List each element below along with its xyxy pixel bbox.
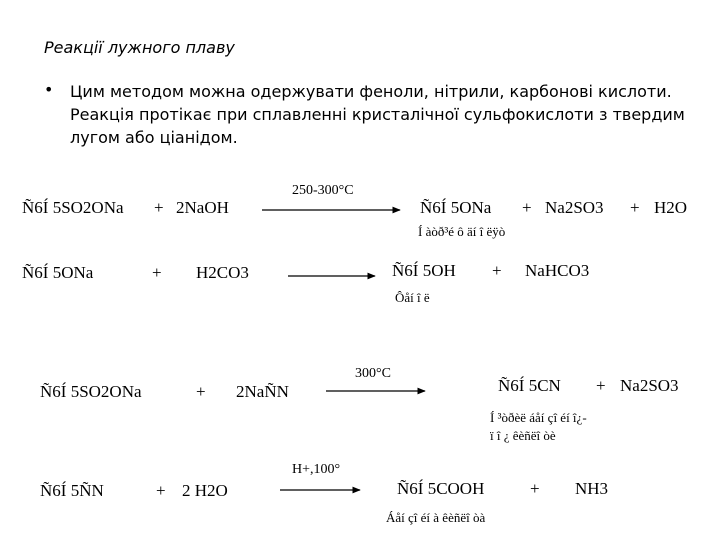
reaction-1-product-2: Na2SO3: [545, 198, 604, 217]
reaction-3-plus-1: +: [196, 382, 206, 401]
reaction-3-reactant-2: 2NaÑN: [236, 382, 289, 401]
reaction-2-product-2: NaHCO3: [525, 261, 590, 280]
reaction-3-plus-2: +: [596, 376, 606, 395]
reaction-4-product-2: NH3: [575, 479, 609, 498]
reaction-4-condition: H+,100°: [292, 462, 341, 477]
reaction-3-product-1: Ñ6Í 5CN: [498, 376, 561, 395]
slide-title: Реакції лужного плаву: [44, 38, 235, 57]
reaction-3-product-name-line-2: ï î ¿ êèñëî òè: [490, 428, 556, 443]
reaction-2-reactant-1: Ñ6Í 5ONa: [22, 263, 94, 282]
reaction-4-reactant-1: Ñ6Í 5ÑN: [40, 481, 104, 500]
reaction-1-product-name: Í àòð³é ô äí î ëÿò: [418, 224, 506, 239]
reaction-1-reactant-2: 2NaOH: [176, 198, 229, 217]
description-paragraph: Цим методом можна одержувати феноли, нітрили, карбонові кислоти. Реакція протікає при сплавленні кристалічної сульфокислоти з твердим лугом або ціанідом.: [70, 82, 685, 147]
reaction-4-plus-1: +: [156, 481, 166, 500]
reaction-1-condition: 250-300°C: [292, 183, 354, 198]
reaction-4-reactant-2: 2 H2O: [182, 481, 228, 500]
reaction-3-condition: 300°C: [355, 366, 391, 381]
reaction-2-reactant-2: H2CO3: [196, 263, 249, 282]
reaction-3-reactant-1: Ñ6Í 5SO2ONa: [40, 382, 142, 401]
reaction-3-product-2: Na2SO3: [620, 376, 679, 395]
reaction-2-plus-2: +: [492, 261, 502, 280]
reaction-4-product-name: Áåí çî éí à êèñëî òà: [386, 510, 486, 525]
reaction-1-plus-2: +: [522, 198, 532, 217]
reaction-4-plus-2: +: [530, 479, 540, 498]
reaction-1-plus-1: +: [154, 198, 164, 217]
reaction-2-plus-1: +: [152, 263, 162, 282]
bullet-marker: •: [44, 80, 54, 99]
reaction-1-reactant-1: Ñ6Í 5SO2ONa: [22, 198, 124, 217]
reaction-3-product-name-line-1: Í ³òðèë áåí çî éí î¿-: [490, 410, 587, 425]
reaction-4-product-1: Ñ6Í 5COOH: [397, 479, 485, 498]
reaction-1-plus-3: +: [630, 198, 640, 217]
reaction-2-product-1: Ñ6Í 5OH: [392, 261, 456, 280]
reaction-1-product-1: Ñ6Í 5ONa: [420, 198, 492, 217]
reaction-2-product-name: Ôåí î ë: [395, 290, 430, 305]
reaction-1-product-3: H2O: [654, 198, 688, 217]
